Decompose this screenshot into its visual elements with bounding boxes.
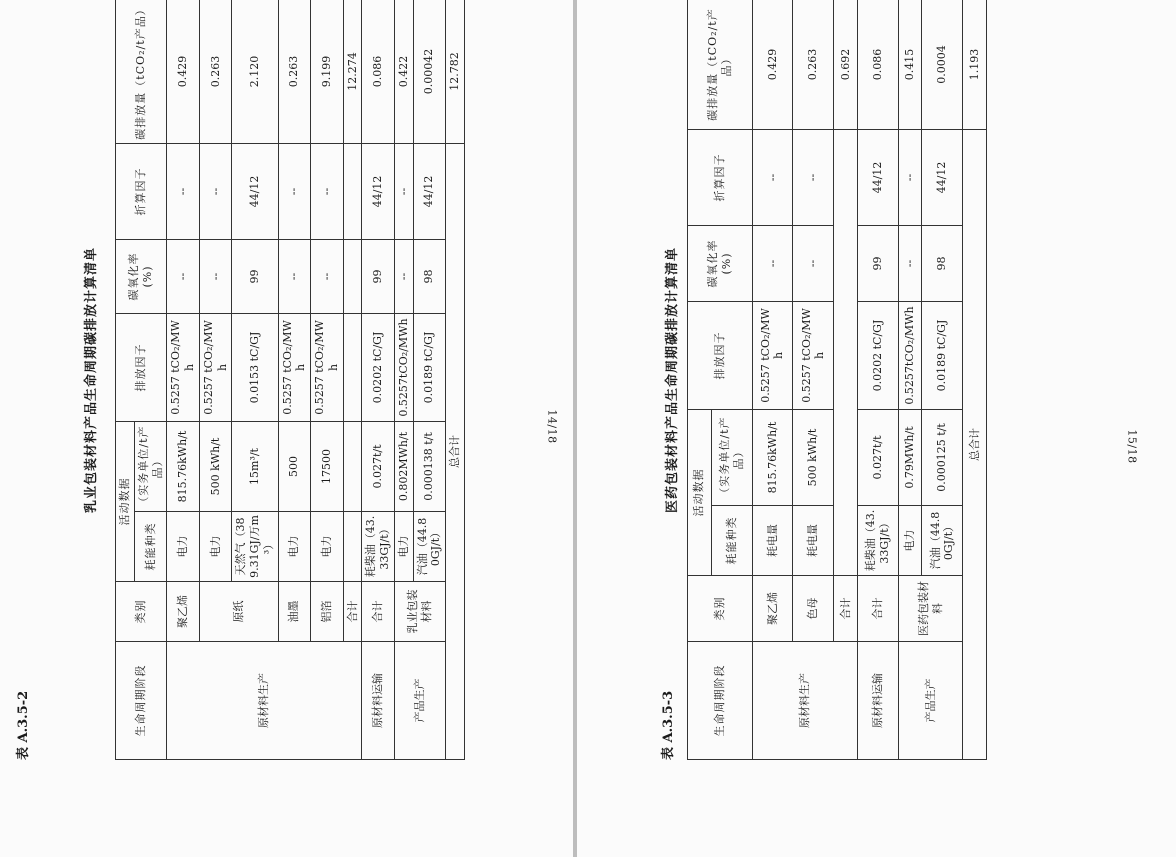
value-cell: 815.76kWh/t bbox=[752, 410, 793, 506]
document-page-left bbox=[0, 0, 573, 857]
table-row bbox=[167, 0, 200, 760]
header-category: 类别 bbox=[116, 582, 167, 642]
conversion-cell: -- bbox=[278, 144, 311, 240]
value-cell: 0.000138 t/t bbox=[413, 422, 446, 512]
value-cell: 0.79MWh/t bbox=[898, 410, 922, 506]
page-number: 14/18 bbox=[545, 409, 559, 444]
table-row bbox=[752, 0, 793, 760]
factor-cell: 0.0189 tC/GJ bbox=[922, 302, 963, 410]
header-oxidation-rate: 碳氧化率(%) bbox=[688, 226, 753, 302]
category-cell: 合计 bbox=[857, 576, 898, 642]
conversion-cell: -- bbox=[752, 130, 793, 226]
stage-cell: 总合计 bbox=[446, 144, 465, 760]
empty-cell bbox=[343, 512, 362, 582]
oxidation-cell: 98 bbox=[413, 240, 446, 314]
conversion-cell: -- bbox=[898, 130, 922, 226]
value-cell: 815.76kWh/t bbox=[167, 422, 200, 512]
value-cell: 15m³/t bbox=[232, 422, 278, 512]
factor-cell: 0.5257 tCO₂/MWh bbox=[199, 314, 232, 422]
table-row bbox=[362, 0, 395, 760]
value-cell: 500 kWh/t bbox=[793, 410, 834, 506]
conversion-cell: 44/12 bbox=[232, 144, 278, 240]
stage-cell: 产品生产 bbox=[394, 642, 445, 760]
energy-cell: 耗电量 bbox=[752, 506, 793, 576]
rotated-content-left bbox=[0, 0, 461, 760]
header-activity-data: 活动数据 bbox=[688, 410, 712, 576]
category-cell: 乳业包装材料 bbox=[394, 582, 445, 642]
oxidation-cell: 99 bbox=[232, 240, 278, 314]
conversion-cell: -- bbox=[394, 144, 413, 240]
oxidation-cell: -- bbox=[311, 240, 344, 314]
energy-cell: 电力 bbox=[311, 512, 344, 582]
document-page-right bbox=[577, 0, 1176, 857]
energy-cell: 电力 bbox=[898, 506, 922, 576]
stage-cell: 产品生产 bbox=[898, 642, 963, 760]
factor-cell: 0.0189 tC/GJ bbox=[413, 314, 446, 422]
empty-cell bbox=[343, 422, 362, 512]
energy-cell: 汽油（44.80GJ/t） bbox=[413, 512, 446, 582]
emission-cell: 12.274 bbox=[343, 0, 362, 144]
oxidation-cell: 99 bbox=[857, 226, 898, 302]
header-stage: 生命周期阶段 bbox=[688, 642, 753, 760]
emission-cell: 0.263 bbox=[278, 0, 311, 144]
table-title: 乳业包装材料产品生命周期碳排放计算清单 bbox=[84, 247, 99, 514]
emission-cell: 0.422 bbox=[394, 0, 413, 144]
conversion-cell: -- bbox=[199, 144, 232, 240]
energy-cell: 耗柴油（43.33GJ/t） bbox=[857, 506, 898, 576]
energy-cell: 天然气（389.31GJ/万m³） bbox=[232, 512, 278, 582]
header-energy-type: 耗能种类 bbox=[711, 506, 752, 576]
factor-cell: 0.5257 tCO₂/MWh bbox=[167, 314, 200, 422]
emission-cell: 0.0004 bbox=[922, 0, 963, 130]
table-header-row bbox=[688, 0, 712, 760]
table-header-row bbox=[116, 0, 135, 760]
header-energy-type: 耗能种类 bbox=[134, 512, 167, 582]
table-label: 表 A.3.5-3 bbox=[661, 690, 676, 760]
emission-cell: 0.263 bbox=[793, 0, 834, 130]
empty-cell bbox=[834, 130, 858, 576]
emission-cell: 0.086 bbox=[362, 0, 395, 144]
value-cell: 0.802MWh/t bbox=[394, 422, 413, 512]
header-oxidation-rate: 碳氧化率(%) bbox=[116, 240, 167, 314]
header-category: 类别 bbox=[688, 576, 753, 642]
oxidation-cell: 98 bbox=[922, 226, 963, 302]
emission-cell: 0.415 bbox=[898, 0, 922, 130]
empty-cell bbox=[343, 144, 362, 240]
emission-cell: 0.00042 bbox=[413, 0, 446, 144]
emission-table bbox=[687, 0, 987, 760]
header-conversion-factor: 折算因子 bbox=[688, 130, 753, 226]
energy-cell: 耗柴油（43.33GJ/t） bbox=[362, 512, 395, 582]
oxidation-cell: -- bbox=[167, 240, 200, 314]
header-stage: 生命周期阶段 bbox=[116, 642, 167, 760]
stage-cell: 原材料运输 bbox=[362, 642, 395, 760]
oxidation-cell: -- bbox=[199, 240, 232, 314]
emission-cell: 0.692 bbox=[834, 0, 858, 130]
factor-cell: 0.5257 tCO₂/MWh bbox=[278, 314, 311, 422]
category-cell: 铝箔 bbox=[311, 582, 344, 642]
stage-cell: 原材料运输 bbox=[857, 642, 898, 760]
conversion-cell: -- bbox=[167, 144, 200, 240]
table-title: 医药包装材料产品生命周期碳排放计算清单 bbox=[665, 247, 680, 514]
emission-cell: 0.429 bbox=[752, 0, 793, 130]
category-cell: 色母 bbox=[793, 576, 834, 642]
header-unit-value: （实务单位/t产品） bbox=[711, 410, 752, 506]
category-cell: 聚乙烯 bbox=[167, 582, 200, 642]
table-row-total bbox=[963, 0, 987, 760]
emission-cell: 0.086 bbox=[857, 0, 898, 130]
header-activity-data: 活动数据 bbox=[116, 422, 135, 582]
emission-cell: 2.120 bbox=[232, 0, 278, 144]
emission-cell: 0.429 bbox=[167, 0, 200, 144]
value-cell: 0.027t/t bbox=[362, 422, 395, 512]
emission-cell: 0.263 bbox=[199, 0, 232, 144]
oxidation-cell: -- bbox=[278, 240, 311, 314]
category-cell: 医药包装材料 bbox=[898, 576, 963, 642]
energy-cell: 电力 bbox=[394, 512, 413, 582]
emission-cell: 9.199 bbox=[311, 0, 344, 144]
factor-cell: 0.5257tCO₂/MWh bbox=[898, 302, 922, 410]
emission-cell: 1.193 bbox=[963, 0, 987, 130]
factor-cell: 0.0202 tC/GJ bbox=[362, 314, 395, 422]
conversion-cell: 44/12 bbox=[362, 144, 395, 240]
factor-cell: 0.5257 tCO₂/MWh bbox=[752, 302, 793, 410]
energy-cell: 耗电量 bbox=[793, 506, 834, 576]
emission-table bbox=[115, 0, 465, 760]
conversion-cell: -- bbox=[311, 144, 344, 240]
page-number: 15/18 bbox=[1125, 429, 1139, 464]
conversion-cell: -- bbox=[793, 130, 834, 226]
table-row-total bbox=[446, 0, 465, 760]
header-conversion-factor: 折算因子 bbox=[116, 144, 167, 240]
oxidation-cell: 99 bbox=[362, 240, 395, 314]
conversion-cell: 44/12 bbox=[857, 130, 898, 226]
energy-cell: 电力 bbox=[199, 512, 232, 582]
oxidation-cell: -- bbox=[752, 226, 793, 302]
header-unit-value: （实务单位/t产品） bbox=[134, 422, 167, 512]
factor-cell: 0.0202 tC/GJ bbox=[857, 302, 898, 410]
rotated-content-right bbox=[577, 0, 987, 760]
value-cell: 500 kWh/t bbox=[199, 422, 232, 512]
header-carbon-emission: 碳排放量（tCO₂/t产品） bbox=[116, 0, 167, 144]
category-cell: 油墨 bbox=[278, 582, 311, 642]
stage-cell: 原材料生产 bbox=[752, 642, 857, 760]
oxidation-cell: -- bbox=[898, 226, 922, 302]
category-cell: 合计 bbox=[362, 582, 395, 642]
energy-cell: 电力 bbox=[167, 512, 200, 582]
factor-cell: 0.0153 tC/GJ bbox=[232, 314, 278, 422]
stage-cell: 原材料生产 bbox=[167, 642, 362, 760]
category-cell: 合计 bbox=[343, 582, 362, 642]
stage-cell: 总合计 bbox=[963, 130, 987, 760]
category-cell: 聚乙烯 bbox=[752, 576, 793, 642]
oxidation-cell: -- bbox=[394, 240, 413, 314]
value-cell: 0.027t/t bbox=[857, 410, 898, 506]
header-emission-factor: 排放因子 bbox=[688, 302, 753, 410]
category-cell: 原纸 bbox=[199, 582, 278, 642]
header-carbon-emission: 碳排放量（tCO₂/t产品） bbox=[688, 0, 753, 130]
category-cell: 合计 bbox=[834, 576, 858, 642]
table-row bbox=[857, 0, 898, 760]
table-row bbox=[394, 0, 413, 760]
empty-cell bbox=[343, 240, 362, 314]
table-row bbox=[898, 0, 922, 760]
emission-cell: 12.782 bbox=[446, 0, 465, 144]
energy-cell: 电力 bbox=[278, 512, 311, 582]
factor-cell: 0.5257 tCO₂/MWh bbox=[311, 314, 344, 422]
header-emission-factor: 排放因子 bbox=[116, 314, 167, 422]
conversion-cell: 44/12 bbox=[922, 130, 963, 226]
table-label: 表 A.3.5-2 bbox=[16, 690, 31, 760]
value-cell: 500 bbox=[278, 422, 311, 512]
factor-cell: 0.5257tCO₂/MWh bbox=[394, 314, 413, 422]
oxidation-cell: -- bbox=[793, 226, 834, 302]
energy-cell: 汽油（44.80GJ/t） bbox=[922, 506, 963, 576]
value-cell: 17500 bbox=[311, 422, 344, 512]
factor-cell: 0.5257 tCO₂/MWh bbox=[793, 302, 834, 410]
empty-cell bbox=[343, 314, 362, 422]
value-cell: 0.000125 t/t bbox=[922, 410, 963, 506]
conversion-cell: 44/12 bbox=[413, 144, 446, 240]
